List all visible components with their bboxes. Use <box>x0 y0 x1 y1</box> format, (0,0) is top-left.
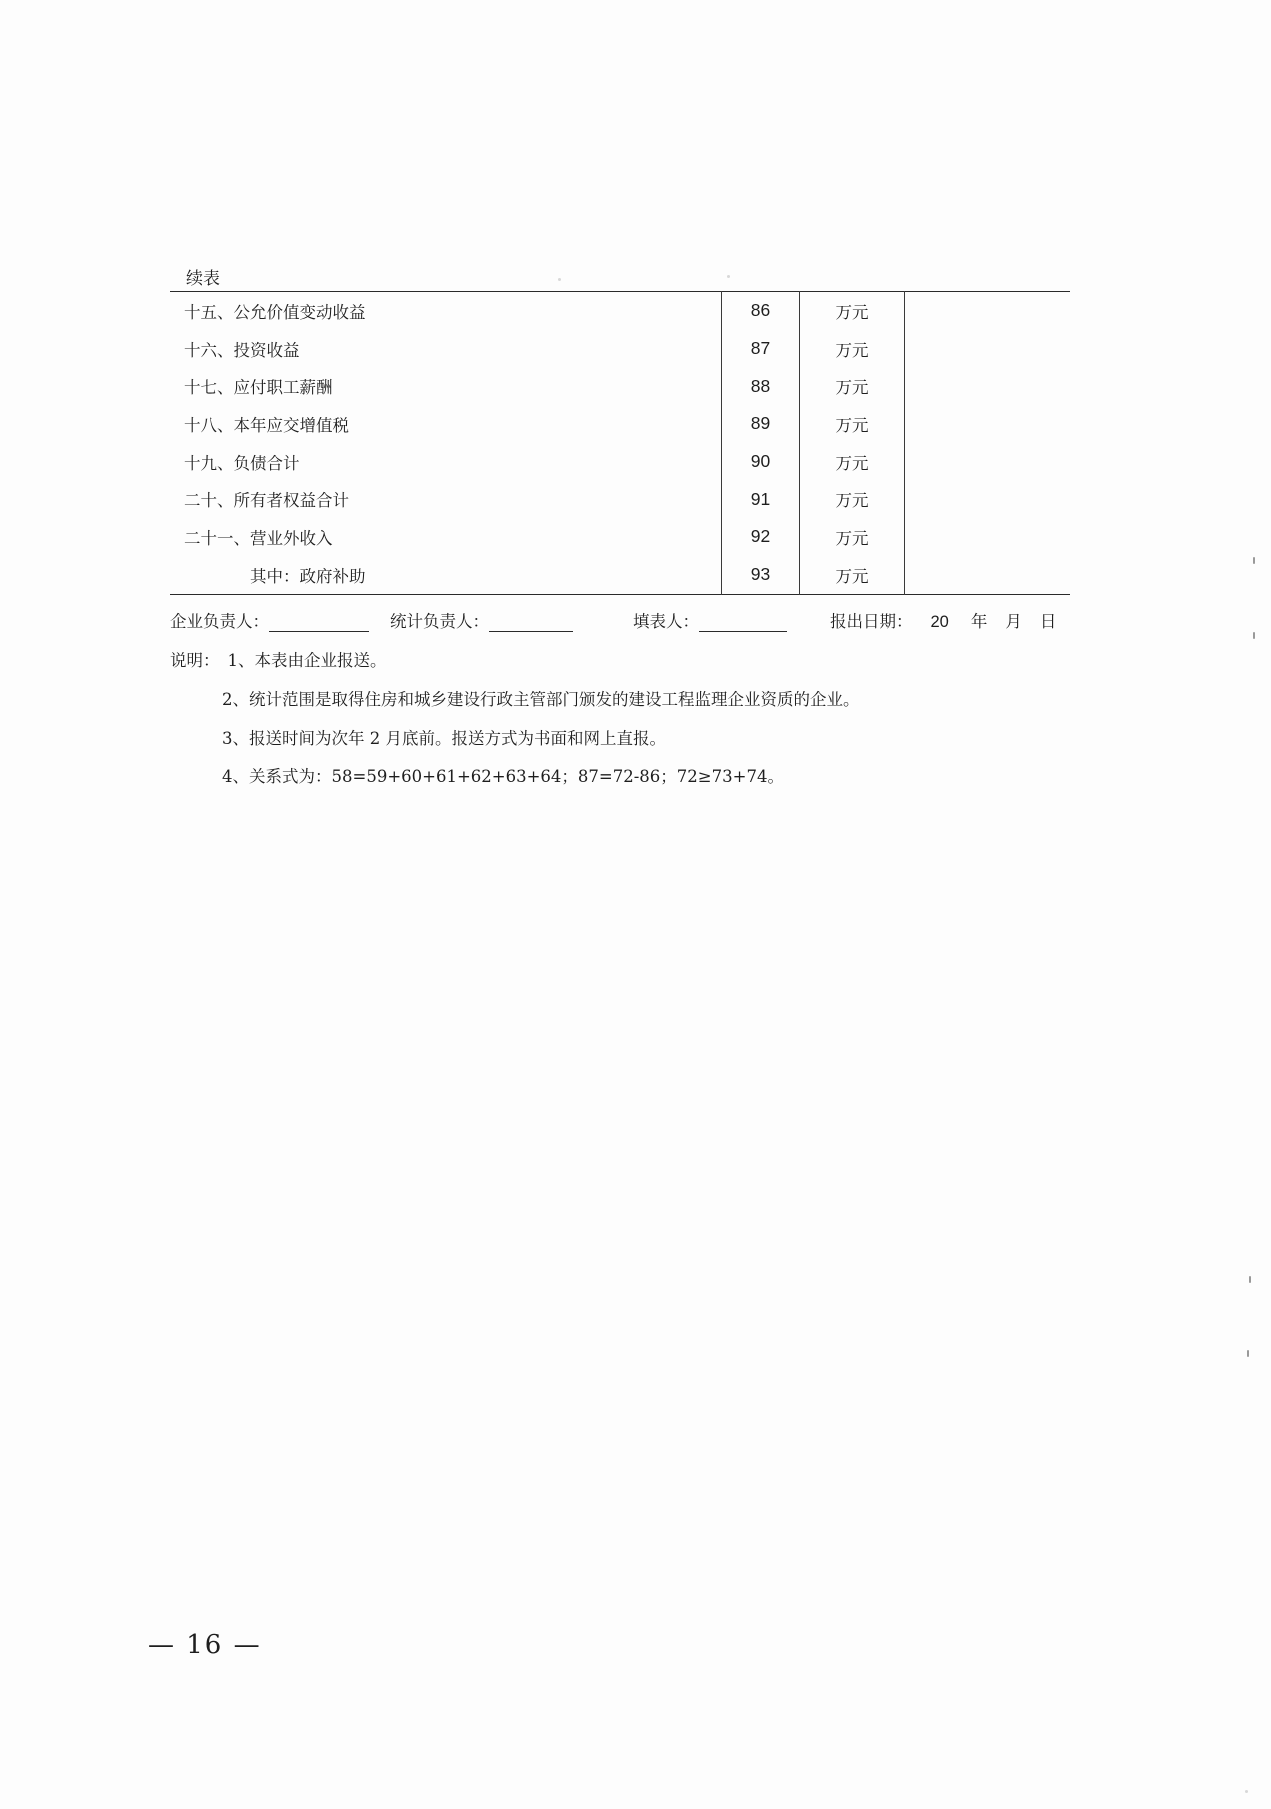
item-unit-cell: 万元 <box>800 480 905 518</box>
item-unit-cell: 万元 <box>800 556 905 594</box>
item-unit-cell: 万元 <box>800 443 905 481</box>
scan-mark <box>1249 1276 1251 1283</box>
statistics-head-field <box>390 608 573 632</box>
item-value-cell[interactable] <box>905 443 1071 481</box>
item-code-cell: 89 <box>722 405 800 443</box>
enterprise-head-blank[interactable] <box>269 613 369 632</box>
year-label: 年 <box>970 612 988 631</box>
statistics-head-label: 统计负责人： <box>390 612 489 631</box>
year-prefix: 20 <box>930 613 949 631</box>
note-line-1 <box>170 647 387 671</box>
item-unit-cell: 万元 <box>800 367 905 405</box>
filler-blank[interactable] <box>699 613 787 632</box>
report-date-label: 报出日期： <box>830 612 913 631</box>
item-name-cell: 十六、投资收益 <box>170 330 722 368</box>
item-code-cell: 88 <box>722 367 800 405</box>
item-code-cell: 87 <box>722 330 800 368</box>
enterprise-head-label: 企业负责人： <box>170 612 269 631</box>
statistics-table <box>170 291 1070 595</box>
statistics-head-blank[interactable] <box>489 613 573 632</box>
note-item: 4、关系式为：58=59+60+61+62+63+64；87=72-86；72≥73+74。 <box>222 767 784 786</box>
page-number: — 16 — <box>148 1630 262 1660</box>
item-value-cell[interactable] <box>905 367 1071 405</box>
item-name-cell: 二十一、营业外收入 <box>170 518 722 556</box>
item-name-cell: 十七、应付职工薪酬 <box>170 367 722 405</box>
enterprise-head-field <box>170 608 369 632</box>
scan-dot <box>727 275 730 278</box>
continued-label: 续表 <box>186 269 220 289</box>
item-value-cell[interactable] <box>905 292 1071 330</box>
item-name-cell: 十九、负债合计 <box>170 443 722 481</box>
note-line-2 <box>222 686 860 710</box>
item-value-cell[interactable] <box>905 518 1071 556</box>
filler-field <box>633 608 787 632</box>
table-row <box>170 480 1070 518</box>
table-row <box>170 292 1070 330</box>
item-code-cell: 93 <box>722 556 800 594</box>
day-label: 日 <box>1039 612 1057 631</box>
item-unit-cell: 万元 <box>800 405 905 443</box>
item-unit-cell: 万元 <box>800 292 905 330</box>
table-row <box>170 405 1070 443</box>
filler-label: 填表人： <box>633 612 699 631</box>
item-code-cell: 92 <box>722 518 800 556</box>
scan-mark <box>1253 632 1255 639</box>
item-code-cell: 91 <box>722 480 800 518</box>
item-name-cell: 二十、所有者权益合计 <box>170 480 722 518</box>
scan-dot <box>1245 1790 1248 1793</box>
item-name-cell: 十五、公允价值变动收益 <box>170 292 722 330</box>
scan-mark <box>1247 1350 1249 1357</box>
note-line-4 <box>222 763 784 787</box>
report-date <box>830 608 1056 632</box>
note-item: 2、统计范围是取得住房和城乡建设行政主管部门颁发的建设工程监理企业资质的企业。 <box>222 690 860 709</box>
notes-lead: 说明： <box>170 651 220 670</box>
note-item: 1、本表由企业报送。 <box>227 651 387 670</box>
item-value-cell[interactable] <box>905 330 1071 368</box>
item-unit-cell: 万元 <box>800 518 905 556</box>
month-label: 月 <box>1005 612 1022 631</box>
table-row <box>170 367 1070 405</box>
scan-dot <box>558 278 561 281</box>
item-value-cell[interactable] <box>905 556 1071 594</box>
item-value-cell[interactable] <box>905 480 1071 518</box>
item-name-cell: 其中：政府补助 <box>170 556 722 594</box>
table-row <box>170 443 1070 481</box>
table-row <box>170 518 1070 556</box>
table-row <box>170 330 1070 368</box>
item-code-cell: 90 <box>722 443 800 481</box>
note-line-3 <box>222 725 666 749</box>
item-code-cell: 86 <box>722 292 800 330</box>
item-value-cell[interactable] <box>905 405 1071 443</box>
item-name-cell: 十八、本年应交增值税 <box>170 405 722 443</box>
scan-mark <box>1253 557 1255 564</box>
table-row <box>170 556 1070 594</box>
note-item: 3、报送时间为次年 2 月底前。报送方式为书面和网上直报。 <box>222 729 666 748</box>
item-unit-cell: 万元 <box>800 330 905 368</box>
